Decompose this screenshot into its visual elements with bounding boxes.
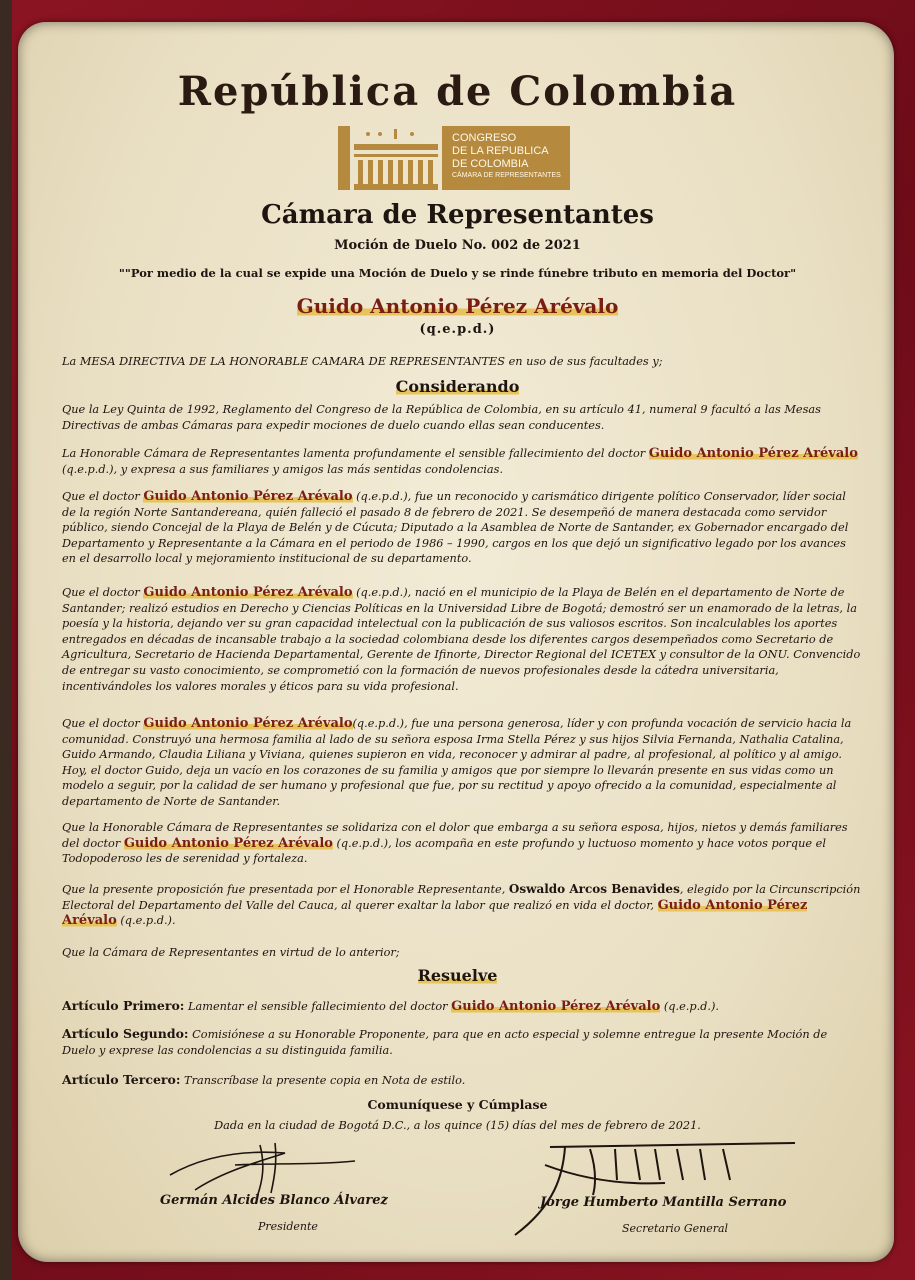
signature-right-name: Jorge Humberto Mantilla Serrano: [540, 1195, 787, 1210]
capitol-icon: [338, 126, 438, 190]
article-label: Artículo Primero:: [62, 998, 185, 1013]
text: (q.e.p.d.), los acompaña en este profundo y luctuoso momento y hace votos porque el Todopoderoso les de serenidad y fortaleza.: [62, 836, 826, 866]
representative-name: Oswaldo Arcos Benavides: [508, 882, 680, 896]
logo-line: DE LA REPUBLICA: [452, 145, 549, 157]
honoree-inline: Guido Antonio Pérez Arévalo: [451, 999, 661, 1014]
text: Comisiónese a su Honorable Proponente, para que en acto especial y solemne entregue la presente Moción de Duelo y exprese las condolencias a su distinguida familia.: [62, 1028, 828, 1057]
text: , elegido por la Circunscripción Electoral del Departamento del Valle del Cauca, al querer exaltar la labor que realizó en vida el doctor,: [62, 883, 861, 912]
resuelve-heading: [0, 966, 915, 985]
text: (q.e.p.d.), fue un reconocido y carismático dirigente político Conservador, líder social de la región Norte Santandereana, quién falleció el pasado 8 de febrero de 2021. Se desempeñó de manera destacada como servidor público, siendo Concejal de la Playa de Belén y de Cúcuta; Diputado a la Asamblea de Norte de Santander, ex Gobernador encargado del Departamento y Representante a la Cámara en el periodo de 1986 – 1990, cargos en los que dejó un significativo legado por los avances en el desarrollo local y mejoramiento institucional de su departamento.: [62, 490, 849, 566]
honoree-inline: Guido Antonio Pérez Arévalo: [648, 446, 858, 461]
motion-purpose: ""Por medio de la cual se expide una Moción de Duelo y se rinde fúnebre tributo en memoria del Doctor": [118, 266, 797, 280]
paragraph-3: [62, 489, 862, 567]
page-title: República de Colombia: [177, 68, 738, 115]
article-1: [62, 998, 862, 1015]
frame-edge: [0, 0, 12, 1280]
text: (q.e.p.d.), nació en el municipio de la Playa de Belén en el departamento de Norte de Santander; realizó estudios en Derecho y Ciencias Políticas en la Universidad Libre de Bogotá; demostró ser un enamorado de la letras, la poesía y la historia, dejando ver su gran capacidad intelectual con la publicación de sus valiosos escritos. Son incalculables los aportes entregados en décadas de incansable trabajo a la sociedad colombiana desde los diferentes cargos desempeñados como Secretario de Agricultura, Secretario de Hacienda Departamental, Gerente de Ifinorte, Director Regional del ICETEX y consultor de la ONU. Convencido de entregar su vasto conocimiento, se comprometió con la formación de nuevos profesionales desde la cátedra universitaria, incentivándoles los valores morales y éticos para su vida profesional.: [62, 586, 861, 693]
honoree-inline: Guido Antonio Pérez Arévalo: [143, 585, 353, 600]
paragraph-6: [62, 820, 862, 867]
paragraph-5: [62, 716, 862, 810]
intro-text: La MESA DIRECTIVA DE LA HONORABLE CAMARA DE REPRESENTANTES en uso de sus facultades y;: [62, 355, 663, 368]
paragraph-2: [62, 446, 862, 477]
text: La Honorable Cámara de Representantes lamenta profundamente el sensible fallecimiento del doctor: [62, 447, 649, 460]
article-2: [62, 1026, 862, 1058]
text: Que la Honorable Cámara de Representantes se solidariza con el dolor que embarga a su señora esposa, hijos, nietos y demás familiares del doctor: [62, 821, 848, 850]
honoree-inline: Guido Antonio Pérez Arévalo: [123, 835, 333, 851]
text: (q.e.p.d.), y expresa a sus familiares y amigos las más sentidas condolencias.: [62, 462, 504, 476]
logo-line: CÁMARA DE REPRESENTANTES: [452, 172, 561, 179]
text: Que el doctor: [62, 717, 144, 730]
qepd: (q.e.p.d.): [419, 322, 496, 337]
paragraph-4: [62, 585, 862, 694]
honoree-inline: Guido Antonio Pérez Arévalo: [62, 897, 808, 929]
logo-line: CONGRESO: [452, 132, 517, 144]
honoree-name-text: Guido Antonio Pérez Arévalo: [296, 294, 619, 318]
paragraph-8: Que la Cámara de Representantes en virtud de lo anterior;: [62, 946, 400, 959]
closing-heading: Comuníquese y Cúmplase: [367, 1097, 548, 1112]
signature-right-role: Secretario General: [622, 1222, 729, 1235]
motion-number: Moción de Duelo No. 002 de 2021: [334, 238, 581, 253]
article-label: Artículo Segundo:: [62, 1026, 189, 1041]
paragraph-1: Que la Ley Quinta de 1992, Reglamento del Congreso de la República de Colombia, en su artículo 41, numeral 9 facultó a las Mesas Directivas de ambas Cámaras para expedir mociones de duelo cuando ellas sean conducentes.: [62, 403, 821, 432]
considerando-text: Considerando: [395, 377, 520, 396]
chamber-title: Cámara de Representantes: [261, 200, 654, 230]
honoree-inline: Guido Antonio Pérez Arévalo: [143, 716, 353, 731]
honoree-name: [0, 294, 915, 318]
text: Transcríbase la presente copia en Nota de estilo.: [180, 1074, 466, 1087]
text: Que el doctor: [62, 490, 144, 503]
paragraph-7: [62, 882, 862, 929]
logo-line: DE COLOMBIA: [452, 158, 529, 170]
text: Que el doctor: [62, 586, 144, 599]
resuelve-text: Resuelve: [417, 966, 498, 985]
text: Que la presente proposición fue presentada por el Honorable Representante,: [62, 883, 509, 896]
congress-logo: [338, 126, 570, 190]
considerando-heading: [0, 377, 915, 396]
honoree-inline: Guido Antonio Pérez Arévalo: [143, 489, 353, 504]
text: (q.e.p.d.).: [660, 1000, 720, 1013]
text: Lamentar el sensible fallecimiento del doctor: [184, 1000, 452, 1013]
text: (q.e.p.d.), fue una persona generosa, líder y con profunda vocación de servicio hacia la comunidad. Construyó una hermosa familia al lado de su señora esposa Irma Stella Pérez y sus hijos Silvia Fernanda, Nathalia Catalina, Guido Armando, Claudia Liliana y Viviana, quienes supieron en vida, reconocer y admirar al padre, al profesional, al político y al amigo. Hoy, el doctor Guido, deja un vacío en los corazones de su familia y amigos que por siempre lo llevarán presente en sus vidas como un modelo a seguir, por la calidad de ser humano y profesional que fue, por su rectitud y apoyo ofrecido a la comunidad, especialmente al departamento de Norte de Santander.: [62, 717, 852, 808]
signature-left-name: Germán Alcides Blanco Álvarez: [160, 1193, 388, 1208]
text: (q.e.p.d.).: [116, 914, 176, 928]
article-label: Artículo Tercero:: [62, 1072, 181, 1087]
logo-text: [442, 126, 570, 190]
signature-left-role: Presidente: [258, 1220, 318, 1233]
dated-text: Dada en la ciudad de Bogotá D.C., a los quince (15) días del mes de febrero de 2021.: [214, 1119, 701, 1132]
article-3: [62, 1072, 862, 1089]
